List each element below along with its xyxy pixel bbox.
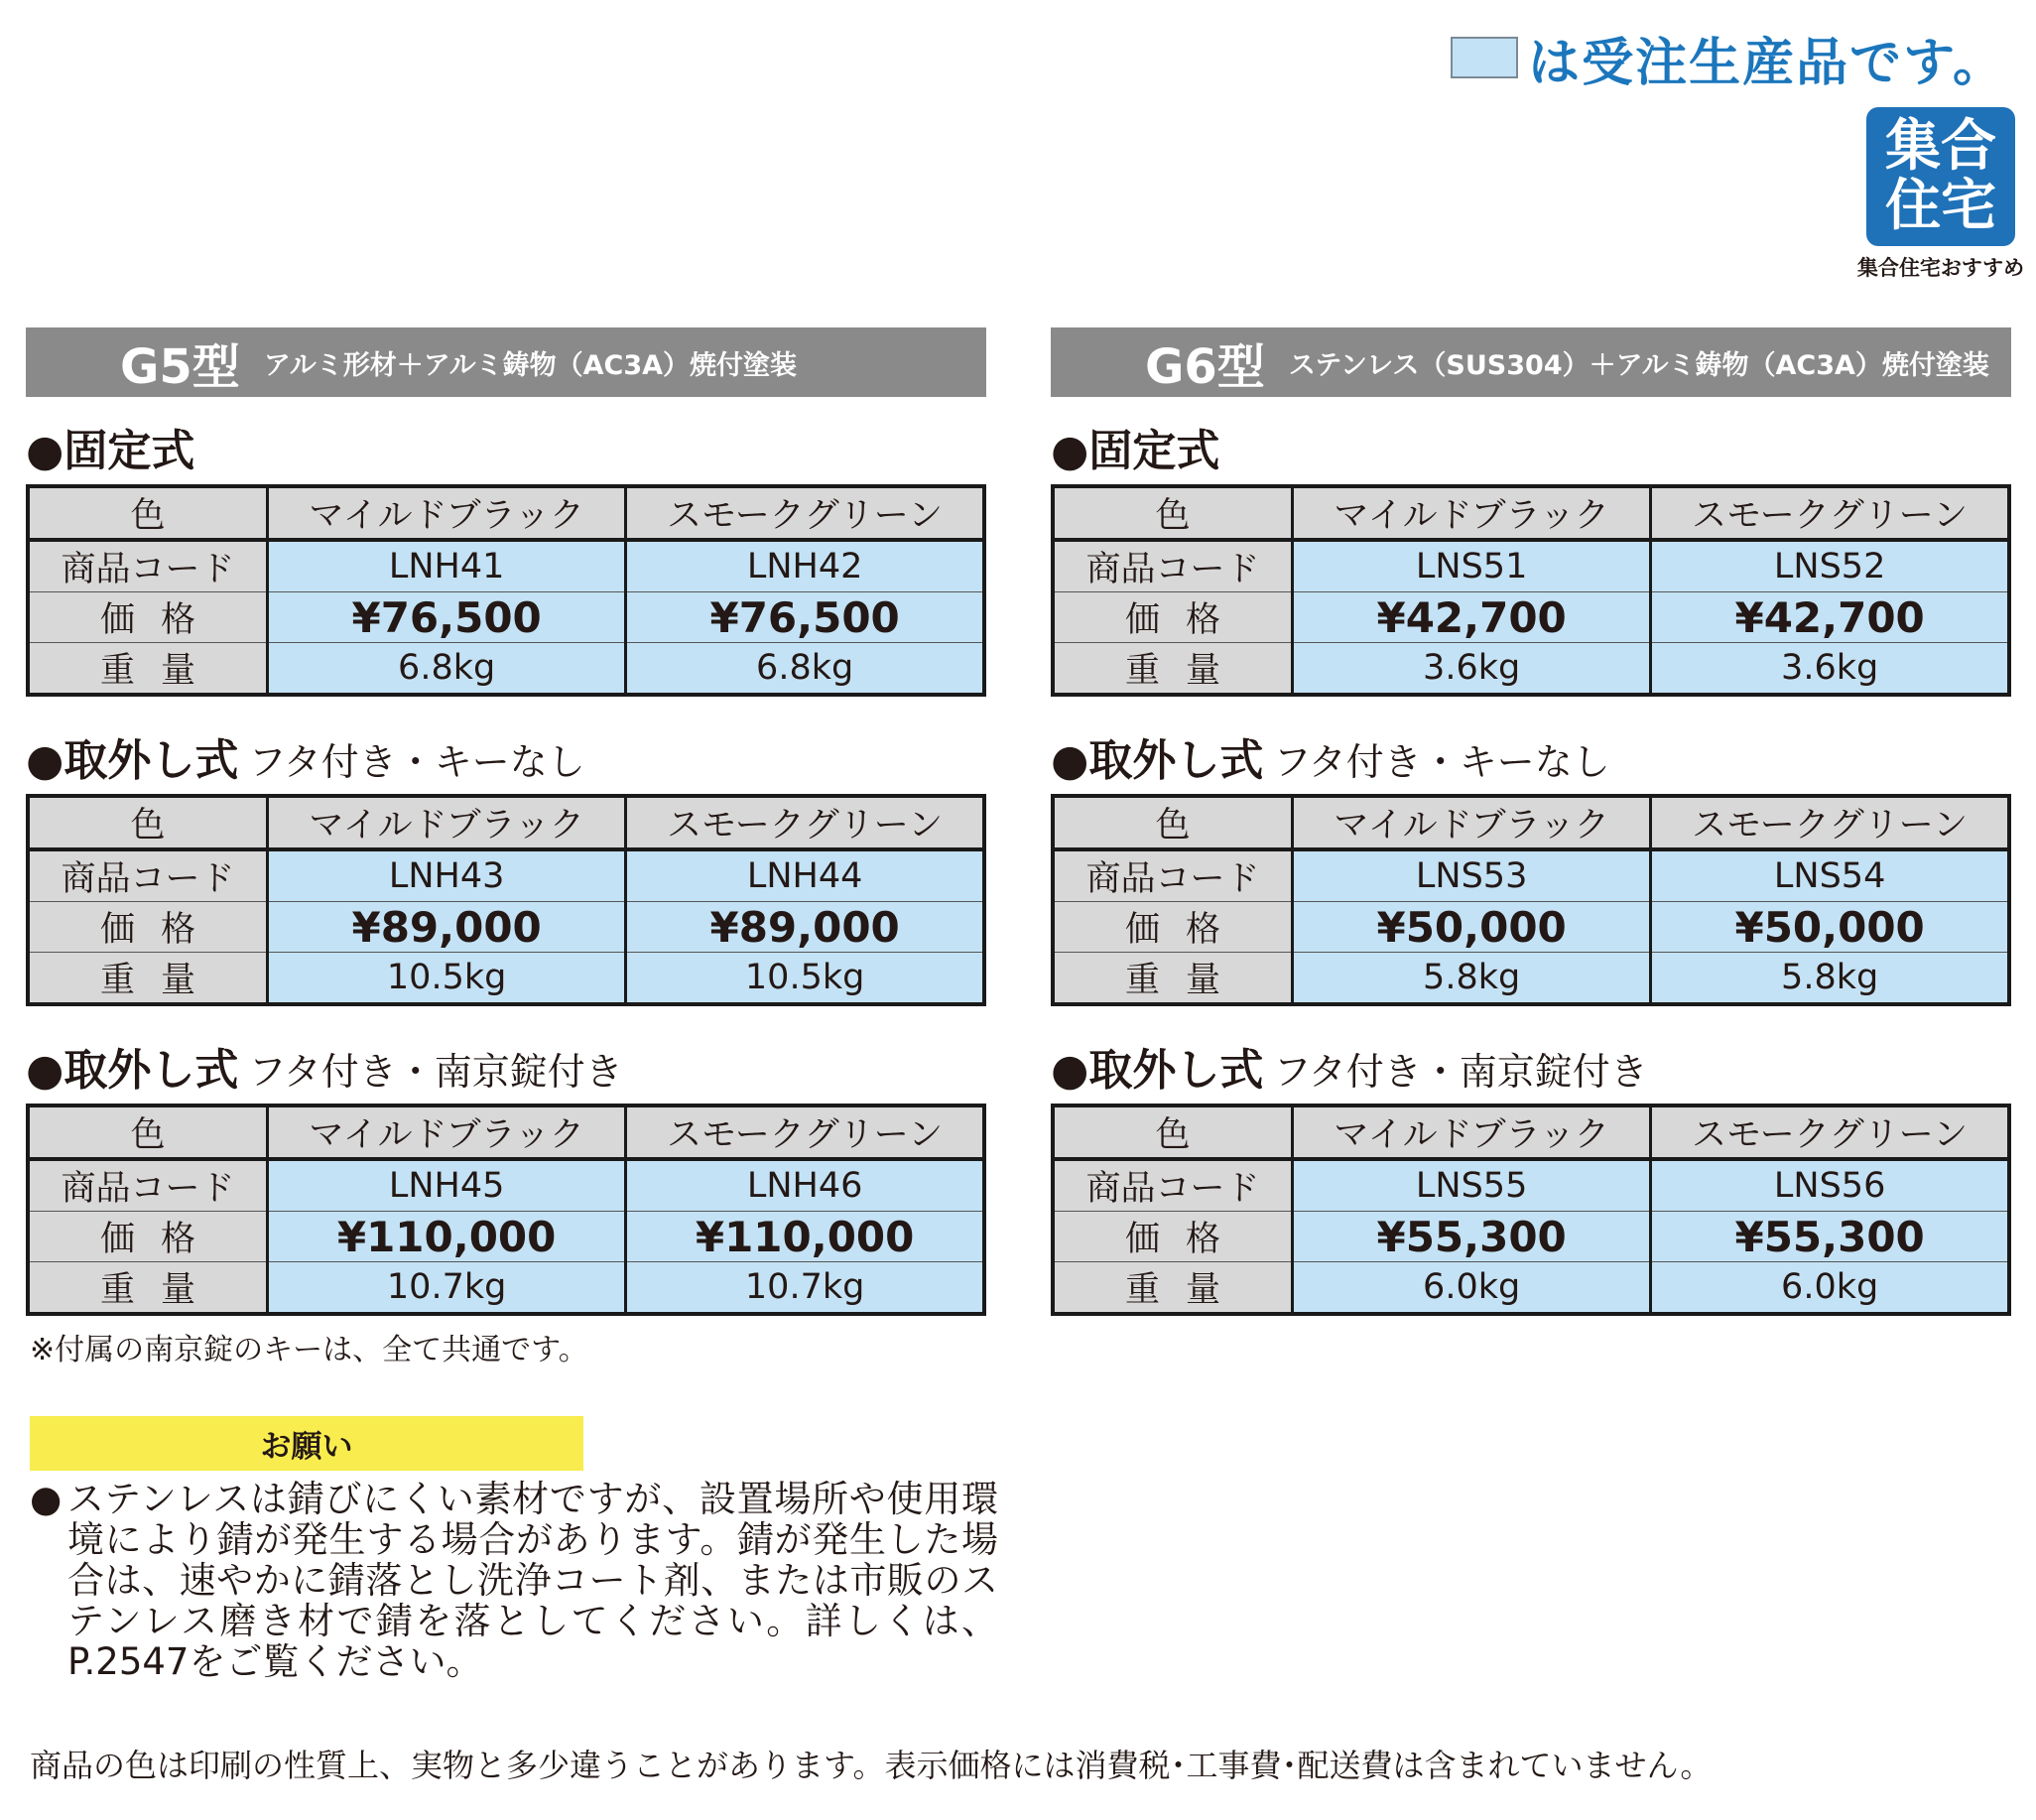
cell-value: 6.8kg xyxy=(268,643,626,696)
cell-value: マイルドブラック xyxy=(1293,796,1651,849)
cell-value: LNH45 xyxy=(268,1159,626,1212)
color-row xyxy=(1053,486,2009,540)
row-label xyxy=(1053,486,1293,540)
row-label xyxy=(28,849,268,902)
row-label xyxy=(1053,1159,1293,1212)
cell-value: 10.5kg xyxy=(626,953,984,1005)
color-row xyxy=(1053,796,2009,849)
row-label-text: 色 xyxy=(1155,806,1191,845)
padlock-footnote: ※付属の南京錠のキーは、全て共通です。 xyxy=(30,1333,588,1367)
spec-table xyxy=(26,1104,986,1316)
cell-value: LNH41 xyxy=(268,540,626,592)
cell-value: ¥89,000 xyxy=(626,902,984,953)
spec-table xyxy=(26,794,986,1006)
legend-text: は受注生産品です。 xyxy=(1528,33,2006,93)
model-header-g6 xyxy=(1051,327,2011,397)
row-label xyxy=(1053,849,1293,902)
section-title xyxy=(1051,724,1610,788)
row-label xyxy=(1053,592,1293,643)
badge-line-2: 住宅 xyxy=(1885,174,1996,238)
cell-value: スモークグリーン xyxy=(1651,796,2009,849)
cell-value: 10.7kg xyxy=(626,1262,984,1315)
mount-options: フタ付き・南京錠付き xyxy=(248,1050,623,1094)
row-label xyxy=(28,1212,268,1262)
row-label-text: 価格 xyxy=(1124,910,1246,950)
cell-value: LNH46 xyxy=(626,1159,984,1212)
product-code-row xyxy=(28,540,984,592)
row-label xyxy=(1053,643,1293,696)
row-label xyxy=(1053,796,1293,849)
section-title xyxy=(26,724,585,788)
row-label xyxy=(28,486,268,540)
cell-value: スモークグリーン xyxy=(1651,486,2009,540)
spec-table xyxy=(26,484,986,697)
cell-value: ¥55,300 xyxy=(1651,1212,2009,1262)
product-code-row xyxy=(1053,540,2009,592)
made-to-order-swatch xyxy=(1451,37,1518,78)
cell-value: 5.8kg xyxy=(1651,953,2009,1005)
row-label-text: 重量 xyxy=(1124,961,1246,1000)
row-label-text: 商品コード xyxy=(61,1169,235,1209)
disclaimer-note: 商品の色は印刷の性質上、実物と多少違うことがあります。表示価格には消費税･工事費･配送費は含まれていません。 xyxy=(30,1747,1713,1784)
cell-value: ¥50,000 xyxy=(1293,902,1651,953)
color-row xyxy=(28,486,984,540)
row-label xyxy=(1053,1105,1293,1159)
row-label-text: 重量 xyxy=(99,1270,221,1310)
spec-table xyxy=(1051,794,2011,1006)
cell-value: LNS53 xyxy=(1293,849,1651,902)
section-title xyxy=(1051,415,1229,478)
cell-value: LNH43 xyxy=(268,849,626,902)
mount-type: ●固定式 xyxy=(26,426,195,476)
row-label xyxy=(1053,1262,1293,1315)
notice-text: ステンレスは錆びにくい素材ですが、設置場所や使用環境により錆が発生する場合があります。錆が発生した場合は、速やかに錆落とし洗浄コート剤、または市販のステンレス磨き材で錆を落としてください。詳しくは、P.2547をご覧ください。 xyxy=(67,1478,998,1683)
row-label xyxy=(28,592,268,643)
row-label-text: 商品コード xyxy=(1085,859,1260,899)
row-label xyxy=(28,953,268,1005)
cell-value: LNS52 xyxy=(1651,540,2009,592)
row-label xyxy=(28,540,268,592)
cell-value: ¥55,300 xyxy=(1293,1212,1651,1262)
row-label xyxy=(28,1159,268,1212)
bullet-icon: ● xyxy=(30,1478,63,1520)
cell-value: ¥110,000 xyxy=(626,1212,984,1262)
row-label-text: 重量 xyxy=(99,651,221,691)
row-label-text: 商品コード xyxy=(61,550,235,589)
mount-type: ●取外し式 xyxy=(1051,1045,1264,1096)
row-label xyxy=(1053,1212,1293,1262)
product-code-row xyxy=(1053,1159,2009,1212)
badge-line-1: 集合 xyxy=(1885,114,1996,179)
mount-type: ●固定式 xyxy=(1051,426,1220,476)
notice-body xyxy=(30,1479,998,1682)
row-label-text: 色 xyxy=(1155,1115,1191,1155)
spec-table xyxy=(1051,484,2011,697)
spec-table xyxy=(1051,1104,2011,1316)
row-label xyxy=(1053,902,1293,953)
mount-options: フタ付き・南京錠付き xyxy=(1273,1050,1648,1094)
product-code-row xyxy=(28,1159,984,1212)
section-title xyxy=(26,415,204,478)
row-label-text: 重量 xyxy=(1124,651,1246,691)
row-label-text: 価格 xyxy=(1124,600,1246,640)
row-label xyxy=(28,796,268,849)
row-label xyxy=(1053,540,1293,592)
cell-value: ¥42,700 xyxy=(1293,592,1651,643)
cell-value: スモークグリーン xyxy=(626,486,984,540)
mount-options: フタ付き・キーなし xyxy=(1273,740,1610,784)
cell-value: ¥42,700 xyxy=(1651,592,2009,643)
price-row xyxy=(28,592,984,643)
apartment-badge xyxy=(1866,107,2015,246)
cell-value: LNS56 xyxy=(1651,1159,2009,1212)
weight-row xyxy=(1053,1262,2009,1315)
mount-type: ●取外し式 xyxy=(26,735,239,786)
made-to-order-legend xyxy=(1451,18,2006,97)
mount-type: ●取外し式 xyxy=(1051,735,1264,786)
model-material: ステンレス（SUS304）＋アルミ鋳物（AC3A）焼付塗装 xyxy=(1288,349,1989,381)
mount-options: フタ付き・キーなし xyxy=(248,740,585,784)
product-code-row xyxy=(28,849,984,902)
row-label xyxy=(28,643,268,696)
row-label-text: 商品コード xyxy=(1085,1169,1260,1209)
cell-value: 6.0kg xyxy=(1293,1262,1651,1315)
price-row xyxy=(1053,1212,2009,1262)
color-row xyxy=(28,796,984,849)
cell-value: スモークグリーン xyxy=(1651,1105,2009,1159)
cell-value: 3.6kg xyxy=(1293,643,1651,696)
cell-value: マイルドブラック xyxy=(1293,1105,1651,1159)
cell-value: LNS55 xyxy=(1293,1159,1651,1212)
notice-heading: お願い xyxy=(30,1416,583,1471)
cell-value: 5.8kg xyxy=(1293,953,1651,1005)
price-row xyxy=(28,1212,984,1262)
row-label-text: 商品コード xyxy=(61,859,235,899)
cell-value: マイルドブラック xyxy=(268,486,626,540)
mount-type: ●取外し式 xyxy=(26,1045,239,1096)
color-row xyxy=(1053,1105,2009,1159)
cell-value: 6.8kg xyxy=(626,643,984,696)
cell-value: LNH42 xyxy=(626,540,984,592)
section-title xyxy=(26,1034,623,1098)
price-row xyxy=(28,902,984,953)
weight-row xyxy=(1053,953,2009,1005)
row-label-text: 価格 xyxy=(1124,1220,1246,1259)
cell-value: ¥76,500 xyxy=(268,592,626,643)
cell-value: 10.5kg xyxy=(268,953,626,1005)
cell-value: LNS51 xyxy=(1293,540,1651,592)
cell-value: 6.0kg xyxy=(1651,1262,2009,1315)
model-name: G5型 xyxy=(120,338,240,395)
product-code-row xyxy=(1053,849,2009,902)
cell-value: ¥110,000 xyxy=(268,1212,626,1262)
cell-value: マイルドブラック xyxy=(268,796,626,849)
section-title xyxy=(1051,1034,1648,1098)
row-label-text: 価格 xyxy=(99,910,221,950)
row-label xyxy=(1053,953,1293,1005)
cell-value: スモークグリーン xyxy=(626,796,984,849)
color-row xyxy=(28,1105,984,1159)
price-row xyxy=(1053,592,2009,643)
cell-value: ¥50,000 xyxy=(1651,902,2009,953)
weight-row xyxy=(28,1262,984,1315)
cell-value: ¥89,000 xyxy=(268,902,626,953)
row-label-text: 色 xyxy=(130,496,166,536)
row-label-text: 色 xyxy=(1155,496,1191,536)
row-label-text: 価格 xyxy=(99,600,221,640)
cell-value: LNS54 xyxy=(1651,849,2009,902)
row-label xyxy=(28,1105,268,1159)
row-label xyxy=(28,1262,268,1315)
cell-value: LNH44 xyxy=(626,849,984,902)
cell-value: スモークグリーン xyxy=(626,1105,984,1159)
weight-row xyxy=(28,953,984,1005)
model-header-g5 xyxy=(26,327,986,397)
cell-value: ¥76,500 xyxy=(626,592,984,643)
price-row xyxy=(1053,902,2009,953)
row-label-text: 重量 xyxy=(1124,1270,1246,1310)
row-label-text: 商品コード xyxy=(1085,550,1260,589)
cell-value: マイルドブラック xyxy=(268,1105,626,1159)
row-label-text: 色 xyxy=(130,806,166,845)
row-label-text: 色 xyxy=(130,1115,166,1155)
cell-value: マイルドブラック xyxy=(1293,486,1651,540)
weight-row xyxy=(1053,643,2009,696)
row-label-text: 重量 xyxy=(99,961,221,1000)
badge-caption: 集合住宅おすすめ xyxy=(1856,256,2025,280)
model-material: アルミ形材＋アルミ鋳物（AC3A）焼付塗装 xyxy=(263,349,798,381)
cell-value: 3.6kg xyxy=(1651,643,2009,696)
model-name: G6型 xyxy=(1145,338,1265,395)
cell-value: 10.7kg xyxy=(268,1262,626,1315)
row-label xyxy=(28,902,268,953)
row-label-text: 価格 xyxy=(99,1220,221,1259)
weight-row xyxy=(28,643,984,696)
